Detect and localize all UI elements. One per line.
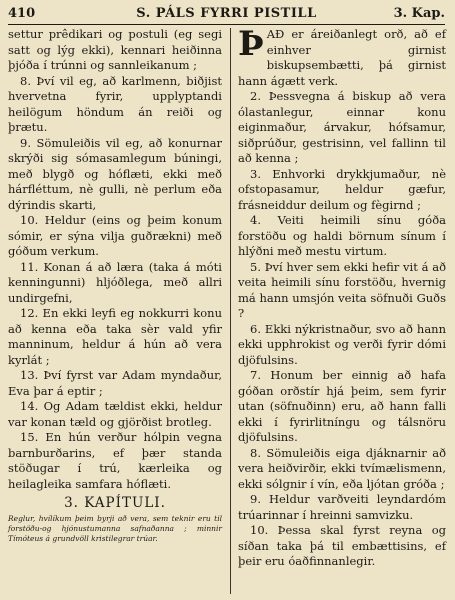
running-header — [8, 4, 445, 24]
verse-8-right: 8. Sömuleiðis eiga djáknarnir að vera heiðvirðir, ekki tvímælismenn, ekki sólgnir í vín, eða ljótan gróða ; — [238, 445, 446, 491]
verse-11: 11. Konan á að læra (taka á móti kenningunni) hljóðlega, með allri undirgefni, — [8, 259, 222, 305]
verse-3: 3. Enhvorki drykkjumaður, nè ofstopasamur, heldur gæfur, frásneiddur deilum og fègirnd ; — [238, 166, 446, 212]
running-title: S. PÁLS FYRRI PISTILL — [136, 6, 317, 21]
page-number: 410 — [8, 6, 36, 21]
verse-1 — [238, 24, 446, 89]
chapter-summary: Reglur, hvílíkum þeim byrji að vera, sem teknir eru til forstöðu-og hjónustumanna safnaðanna ; minnir Tímóteus á grundvöll kristilegrar trúar. — [8, 514, 222, 543]
verse-10: 10. Heldur (eins og þeim konum sómir, er sýna vilja guðrækni) með góðum verkum. — [8, 213, 222, 258]
header-rule — [8, 24, 445, 25]
verse-15: 15. En hún verður hólpin vegna barnburðarins, ef þær standa stöðugar í trú, kærleika og heilagleika samfara hóflæti. — [8, 430, 222, 491]
verse-12: 12. En ekki leyfi eg nokkurri konu að kenna eða taka sèr vald yfir manninum, heldur á hún að vera kyrlát ; — [8, 306, 222, 367]
chapter-heading: 3. KAPÍTULI. — [64, 495, 166, 511]
drop-cap: Þ — [238, 24, 264, 64]
verse-continuation: settur prêdikari og postuli (eg segi satt og lýg ekki), kennari heiðinna þjóða í trúnni og sannleikanum ; — [8, 27, 222, 72]
chapter-reference: 3. Kap. — [393, 6, 445, 21]
verse-4: 4. Veiti heimili sínu góða forstöðu og haldi börnum sínum í hlýðni með mestu virtum. — [238, 213, 446, 258]
verse-5: 5. Því hver sem ekki hefir vit á að veita heimili sínu forstöðu, hvernig má hann umsjón veita söfnuði Guðs ? — [238, 259, 446, 320]
verse-14: 14. Og Adam tældist ekki, heldur var konan tæld og gjörðist brotleg. — [8, 399, 222, 429]
verse-2: 2. Þessvegna á biskup að vera ólastanlegur, einnar konu eiginmaður, árvakur, hófsamur, siðprúður, gestrisinn, vel fallinn til að kenna ; — [238, 89, 446, 165]
verse-13: 13. Því fyrst var Adam myndaður, Eva þar á eptir ; — [8, 368, 222, 398]
verse-1-text: AÐ er áreiðanlegt orð, að ef einhver girnist biskupsembætti, þá girnist hann ágætt verk. — [238, 27, 446, 88]
verse-10-right: 10. Þessa skal fyrst reyna og síðan taka þá til embættisins, ef þeir eru óaðfinnanlegir. — [238, 523, 446, 568]
verse-7: 7. Honum ber einnig að hafa góðan orðstír hjá þeim, sem fyrir utan (söfnuðinn) eru, að hann falli ekki í fyrirlitníngu og tálsnöru djöfulsins. — [238, 368, 446, 444]
right-column — [238, 24, 446, 570]
verse-6: 6. Ekki nýkristnaður, svo að hann ekki upphrokist og verði fyrir dómi djöfulsins. — [238, 321, 446, 367]
left-column — [8, 27, 222, 544]
verse-9: 9. Sömuleiðis vil eg, að konurnar skrýði sig sómasamlegum búningi, með blygð og hóflæti, ekki með hárfléttum, nè gulli, nè perlum eða dýrindis skarti, — [8, 135, 222, 212]
verse-9-right: 9. Heldur varðveiti leyndardóm trúarinnar í hreinni samvizku. — [238, 492, 446, 522]
column-divider — [230, 28, 231, 594]
verse-8: 8. Því vil eg, að karlmenn, biðjist hvervetna fyrir, upplyptandi heilögum höndum án reiði og þrætu. — [8, 73, 222, 134]
